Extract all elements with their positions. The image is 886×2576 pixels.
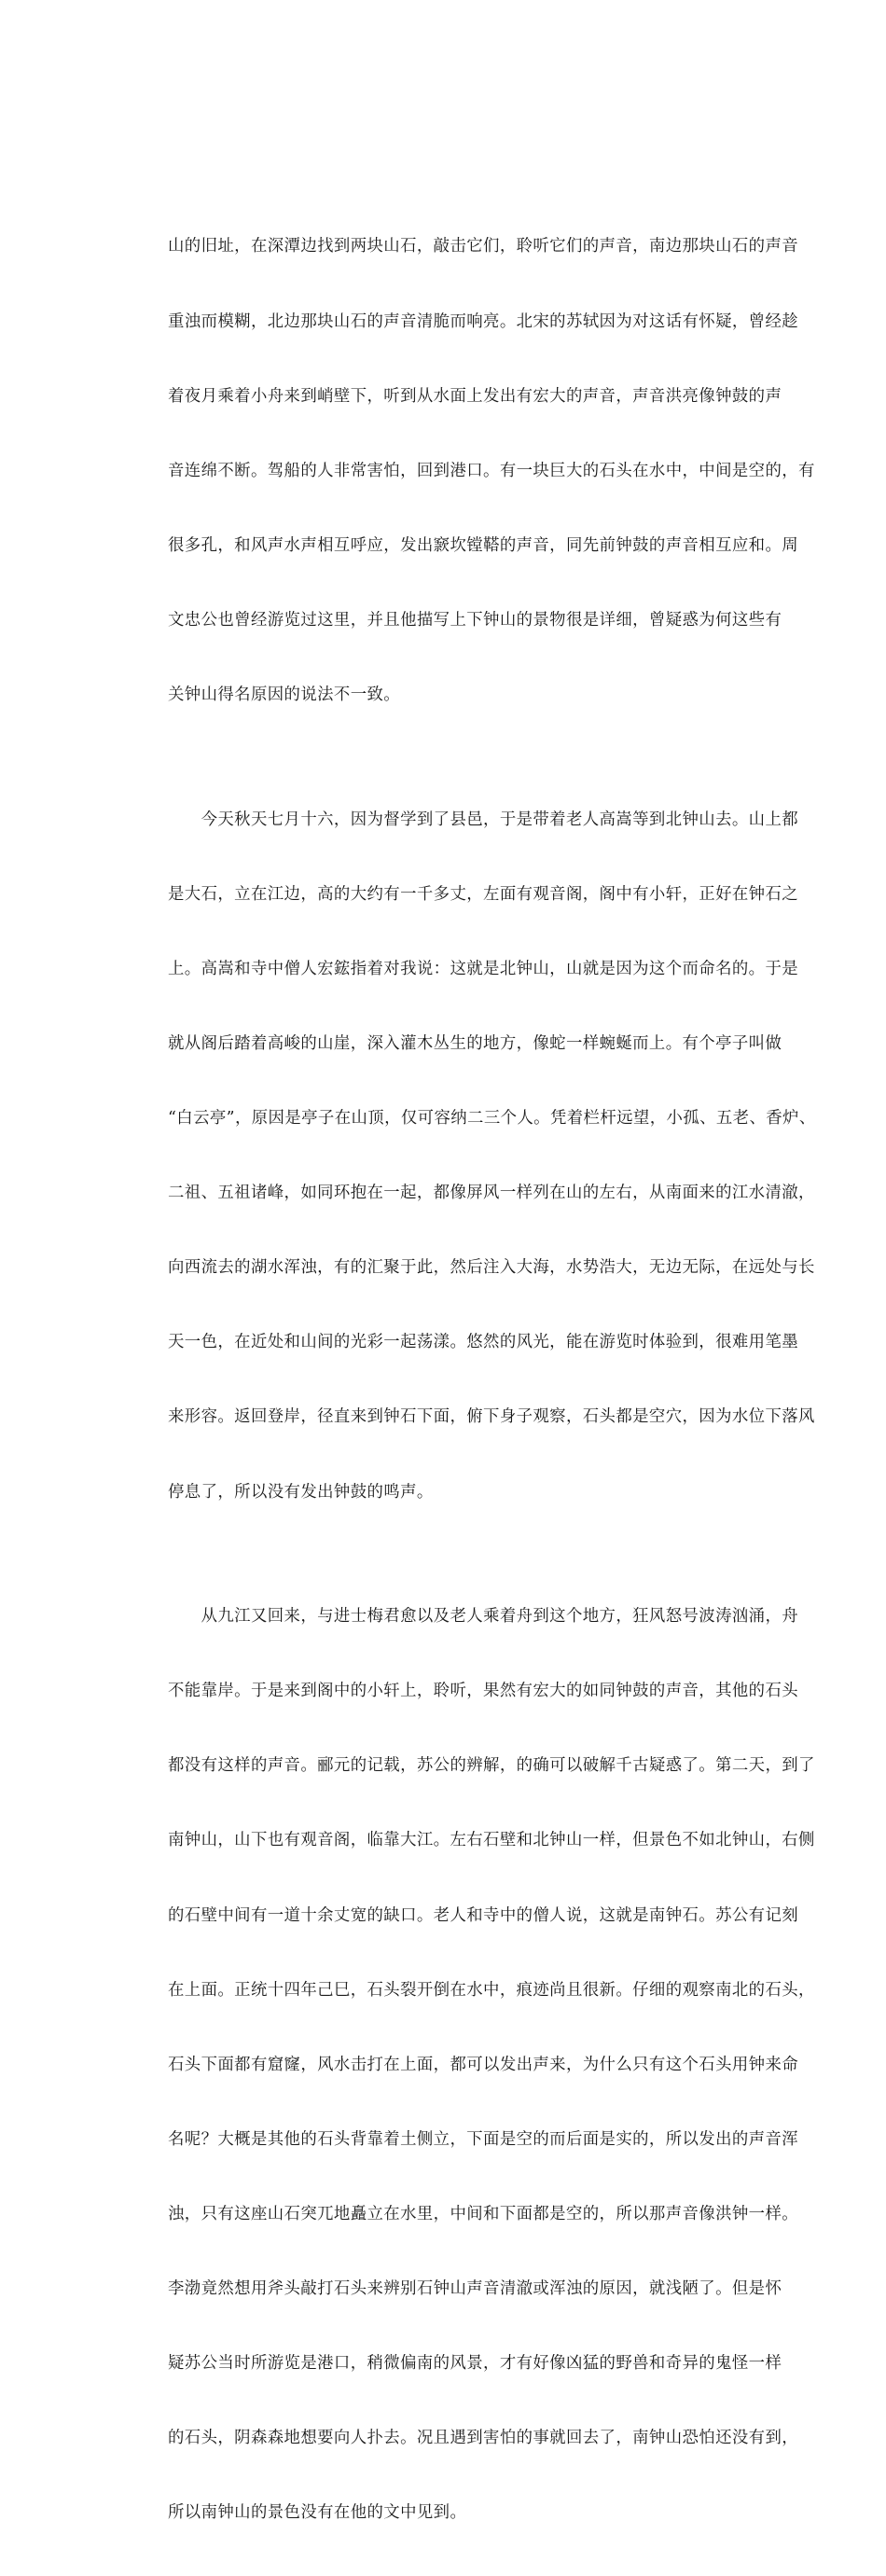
text-line: 就从阁后踏着高峻的山崖，深入灌木丛生的地方，像蛇一样蜿蜒而上。有个亭子叫做: [168, 1033, 782, 1053]
text-line: 在上面。正统十四年己巳，石头裂开倒在水中，痕迹尚且很新。仔细的观察南北的石头，: [168, 1980, 815, 2000]
text-line: 文忠公也曾经游览过这里，并且他描写上下钟山的景物很是详细，曾疑惑为何这些有: [168, 610, 782, 630]
text-line: 今天秋天七月十六，因为督学到了县邑，于是带着老人高嵩等到北钟山去。山上都: [168, 810, 799, 829]
text-line: 李渤竟然想用斧头敲打石头来辨别石钟山声音清澈或浑浊的原因，就浅陋了。但是怀: [168, 2279, 782, 2299]
text-line: 重浊而模糊，北边那块山石的声音清脆而响亮。北宋的苏轼因为对这话有怀疑，曾经趁: [168, 312, 799, 331]
text-line: 疑苏公当时所游览是港口，稍微偏南的风景，才有好像凶猛的野兽和奇异的鬼怪一样: [168, 2354, 782, 2374]
text-line: 所以南钟山的景色没有在他的文中见到。: [168, 2503, 467, 2523]
text-line: 停息了，所以没有发出钟鼓的鸣声。: [168, 1482, 434, 1502]
text-line: “白云亭”，原因是亭子在山顶，仅可容纳二三个人。凭着栏杆远望，小孤、五老、香炉、: [168, 1109, 816, 1129]
text-line: 上。高嵩和寺中僧人宏鋐指着对我说：这就是北钟山，山就是因为这个而命名的。于是: [168, 959, 799, 978]
text-line: 很多孔，和风声水声相互呼应，发出窾坎镗鞳的声音，同先前钟鼓的声音相互应和。周: [168, 535, 799, 555]
paragraph-1: [168, 185, 815, 757]
text-line: 名呢？大概是其他的石头背靠着土侧立，下面是空的而后面是实的，所以发出的声音浑: [168, 2129, 799, 2149]
text-line: 不能靠岸。于是来到阁中的小轩上，聆听，果然有宏大的如同钟鼓的声音，其他的石头: [168, 1682, 799, 1701]
text-line: 向西流去的湖水浑浊，有的汇聚于此，然后注入大海，水势浩大，无边无际，在远处与长: [168, 1258, 815, 1278]
text-line: 音连绵不断。驾船的人非常害怕，回到港口。有一块巨大的石头在水中，中间是空的，有: [168, 461, 815, 480]
body-text: [168, 185, 816, 2576]
text-line: 石头下面都有窟窿，风水击打在上面，都可以发出声来，为什么只有这个石头用钟来命: [168, 2055, 799, 2074]
text-line: 南钟山，山下也有观音阁，临靠大江。左右石壁和北钟山一样，但景色不如北钟山，右侧: [168, 1831, 815, 1850]
text-line: 山的旧址，在深潭边找到两块山石，敲击它们，聆听它们的声音，南边那块山石的声音: [168, 237, 799, 256]
paragraph-3: [168, 1555, 815, 2576]
text-line: 是大石，立在江边，高的大约有一千多丈，左面有观音阁，阁中有小轩，正好在钟石之: [168, 884, 799, 904]
text-line: 天一色，在近处和山间的光彩一起荡漾。悠然的风光，能在游览时体验到，很难用笔墨: [168, 1333, 799, 1352]
text-line: 二祖、五祖诸峰，如同环抱在一起，都像屏风一样列在山的左右，从南面来的江水清澈，: [168, 1184, 815, 1203]
text-line: 来形容。返回登岸，径直来到钟石下面，俯下身子观察，石头都是空穴，因为水位下落风: [168, 1407, 815, 1427]
text-line: 的石壁中间有一道十余丈宽的缺口。老人和寺中的僧人说，这就是南钟石。苏公有记刻: [168, 1905, 799, 1925]
text-line: 都没有这样的声音。郦元的记载，苏公的辨解，的确可以破解千古疑惑了。第二天，到了: [168, 1756, 815, 1776]
text-line: 浊，只有这座山石突兀地矗立在水里，中间和下面都是空的，所以那声音像洪钟一样。: [168, 2204, 799, 2223]
text-line: 从九江又回来，与进士梅君愈以及老人乘着舟到这个地方，狂风怒号波涛汹涌，舟: [168, 1607, 799, 1627]
paragraph-2: [168, 757, 816, 1555]
text-line: 关钟山得名原因的说法不一致。: [168, 686, 401, 705]
text-line: 的石头，阴森森地想要向人扑去。况且遇到害怕的事就回去了，南钟山恐怕还没有到，: [168, 2429, 799, 2448]
text-line: 着夜月乘着小舟来到峭壁下，听到从水面上发出有宏大的声音，声音洪亮像钟鼓的声: [168, 386, 782, 406]
